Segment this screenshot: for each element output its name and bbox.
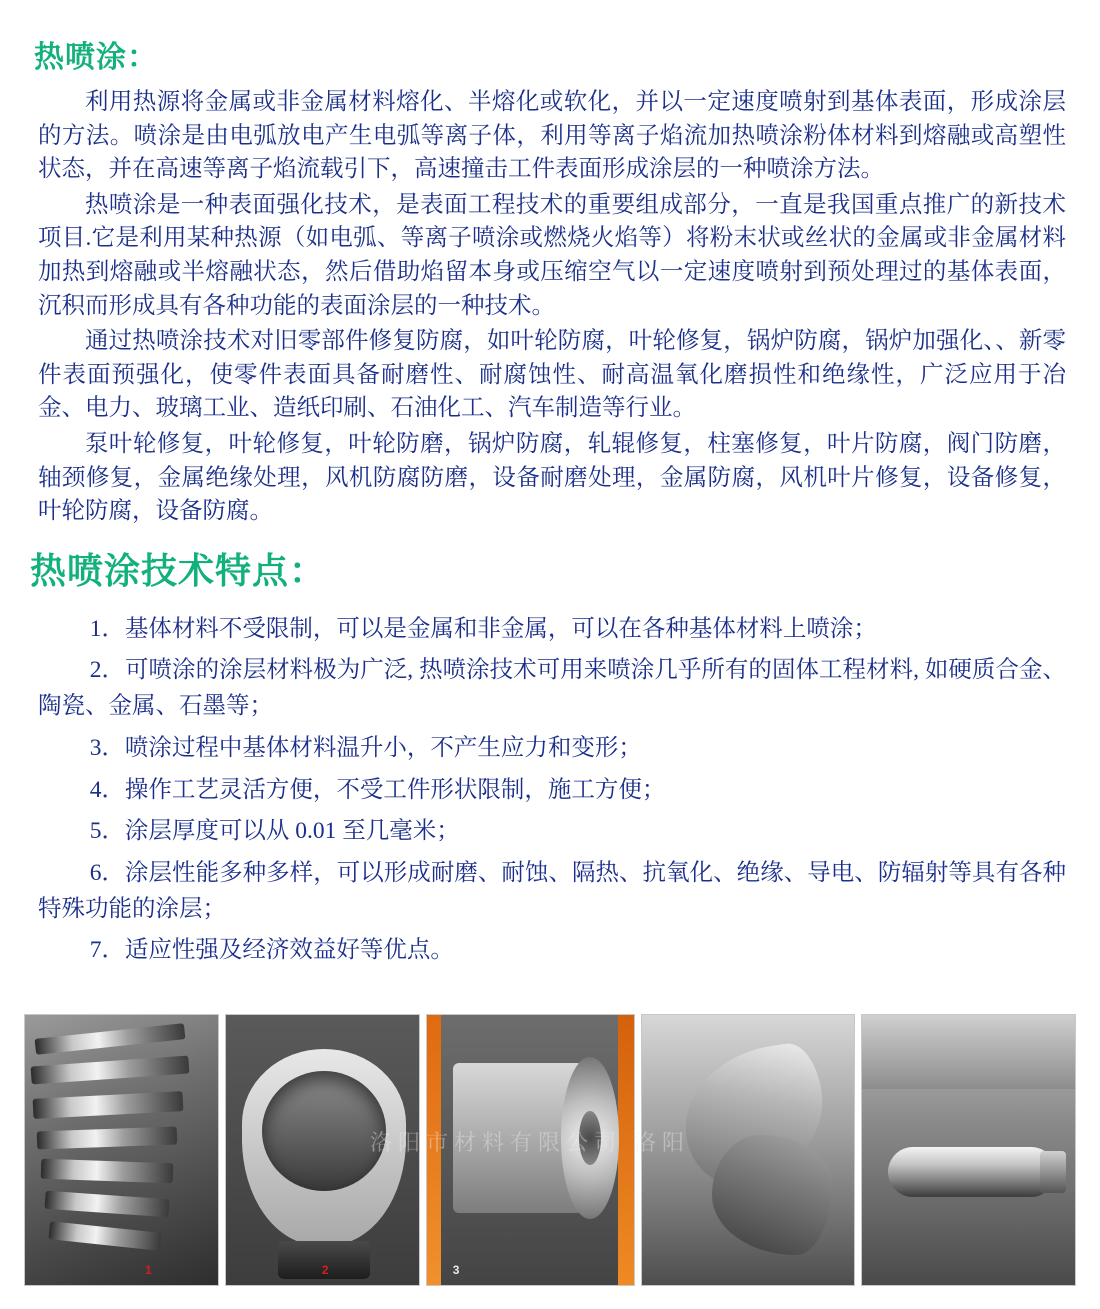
paragraph: 通过热喷涂技术对旧零部件修复防腐，如叶轮防腐，叶轮修复，锅炉防腐，锅炉加强化、、新零件表面预强化，使零件表面具备耐磨性、耐腐蚀性、耐高温氧化磨损性和绝缘性，广泛应用于冶金、电力、玻璃工业、造纸印刷、石油化工、汽车制造等行业。 [38, 328, 1066, 422]
photo-shaft-machine [861, 1014, 1076, 1286]
photo-mark: 3 [452, 1263, 460, 1277]
photo-mark: 2 [321, 1263, 329, 1277]
photo-mark: 1 [145, 1263, 152, 1277]
feature-list [28, 612, 1072, 969]
gallery-watermark: 洛阳市材料有限公司 洛阳 [369, 1130, 691, 1155]
paragraph: 热喷涂是一种表面强化技术，是表面工程技术的重要组成部分，一直是我国重点推广的新技术项目.它是利用某种热源（如电弧、等离子喷涂或燃烧火焰等）将粉末状或丝状的金属或非金属材料加热到熔融或半熔融状态，然后借助焰留本身或压缩空气以一定速度喷射到预处理过的基体表面，沉积而形成具有各种功能的表面涂层的一种技术。 [38, 191, 1066, 319]
frame-accent-right [618, 1015, 634, 1285]
paragraph: 利用热源将金属或非金属材料熔化、半熔化或软化，并以一定速度喷射到基体表面，形成涂层的方法。喷涂是由电弧放电产生电弧等离子体，利用等离子焰流加热喷涂粉体材料到熔融或高塑性状态，并在高速等离子焰流载引下，高速撞击工件表面形成涂层的一种喷涂方法。 [38, 89, 1066, 183]
list-item: 5．涂层厚度可以从 0.01 至几毫米； [89, 818, 460, 845]
photo-roller [426, 1014, 635, 1286]
list-item: 3．喷涂过程中基体材料温升小，不产生应力和变形； [89, 734, 642, 761]
frame-accent-left [427, 1015, 441, 1285]
section-2-heading: 热喷涂技术特点： [30, 550, 327, 591]
section-1-heading: 热喷涂： [34, 41, 158, 74]
paragraph: 泵叶轮修复，叶轮修复，叶轮防磨，锅炉防腐，轧辊修复，柱塞修复，叶片防腐，阀门防磨，轴颈修复，金属绝缘处理，风机防腐防磨，设备耐磨处理，金属防腐，风机叶片修复，设备修复，叶轮防腐，设备防腐。 [38, 430, 1066, 525]
list-item: 1．基体材料不受限制，可以是金属和非金属，可以在各种基体材料上喷涂； [89, 615, 877, 642]
photo-impeller [641, 1014, 856, 1286]
list-item: 2．可喷涂的涂层材料极为广泛, 热喷涂技术可用来喷涂几乎所有的固体工程材料, 如硬质合金、陶瓷、金属、石墨等； [38, 657, 1066, 720]
image-gallery [24, 1014, 1076, 1286]
list-item: 4．操作工艺灵活方便，不受工件形状限制，施工方便； [89, 776, 666, 803]
list-item: 7．适应性强及经济效益好等优点。 [89, 937, 454, 964]
photo-shafts [24, 1014, 219, 1286]
list-item: 6．涂层性能多种多样，可以形成耐磨、耐蚀、隔热、抗氧化、绝缘、导电、防辐射等具有各种特殊功能的涂层； [38, 860, 1066, 922]
photo-vessel [225, 1014, 420, 1286]
